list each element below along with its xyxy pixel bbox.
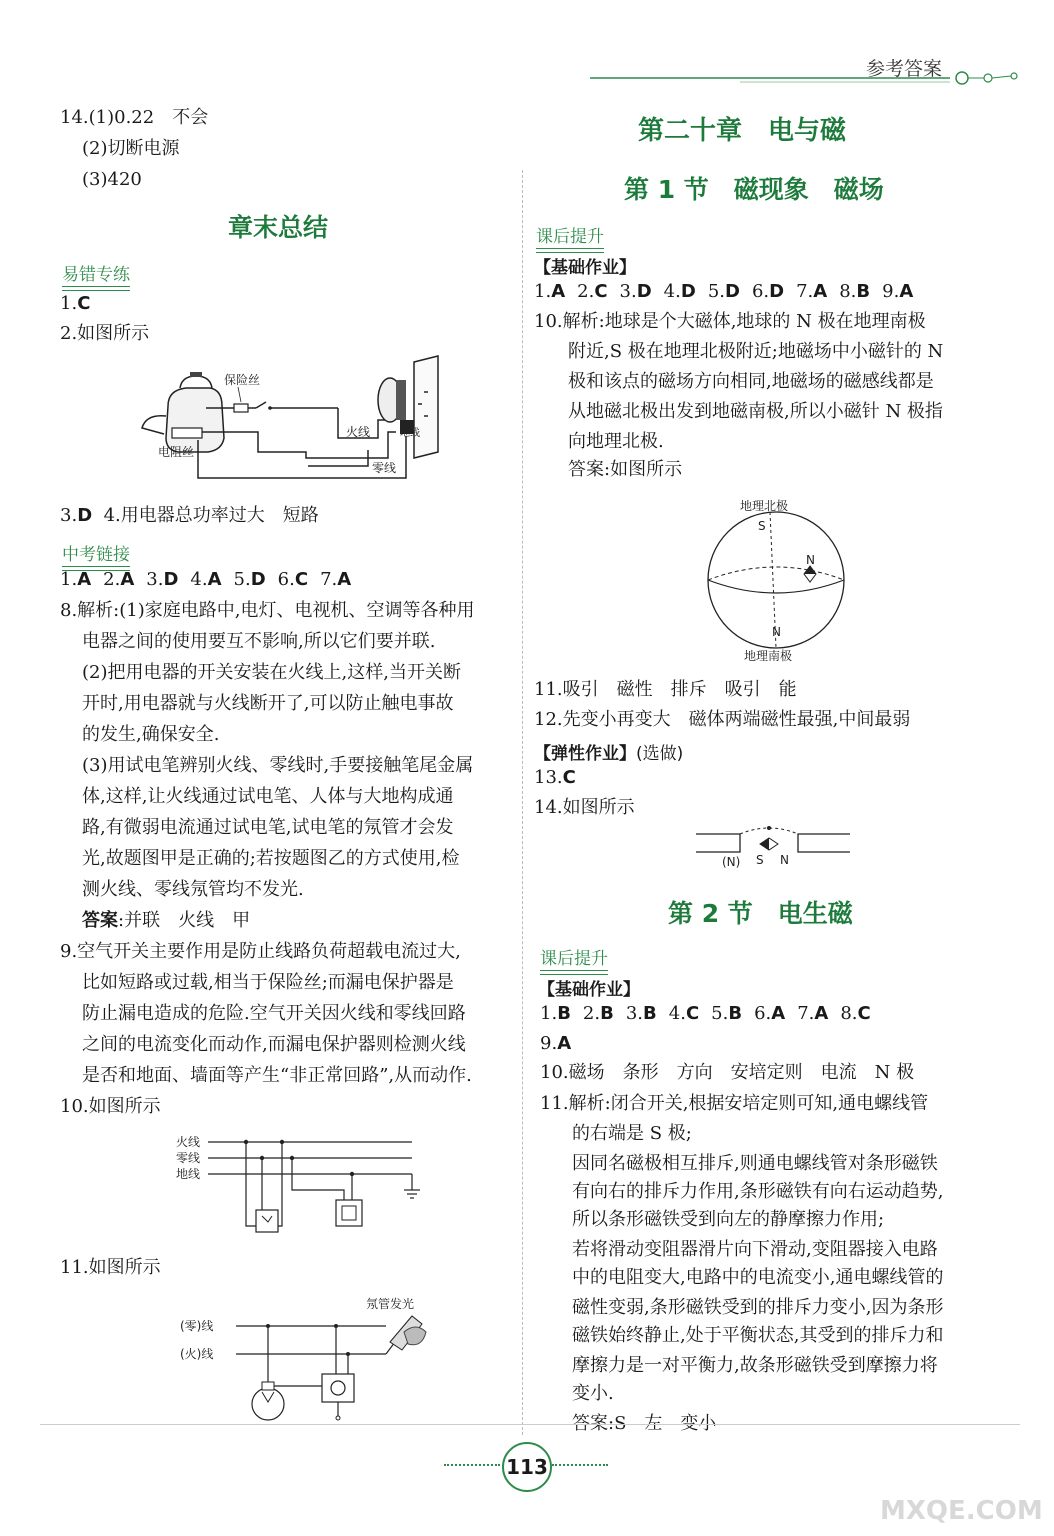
answer-item: 6.A (754, 1003, 786, 1024)
footer-dots-right (552, 1464, 608, 1466)
easy-q1: 1.C (60, 293, 91, 314)
chapter-title: 第二十章 电与磁 (638, 116, 847, 146)
needle-s-label: S (756, 853, 764, 867)
household-wiring-figure (172, 1130, 432, 1240)
answer-item: 4.A (190, 569, 222, 590)
basic-homework-2: 【基础作业】 (538, 980, 640, 1000)
answer-item: 1.A (60, 569, 92, 590)
q8-line10: 测火线、零线氖管均不发光. (82, 879, 304, 900)
fig10-ground-label: 地线 (176, 1167, 201, 1181)
neon-label: 氖管发光 (366, 1297, 415, 1311)
basic-homework-1: 【基础作业】 (534, 258, 636, 278)
answer-item: 6.C (277, 569, 309, 590)
q8-line8: 路,有微弱电流通过试电笔,试电笔的氖管才会发 (82, 817, 454, 838)
left-magnet-icon (696, 834, 740, 852)
q8-line2: 电器之间的使用要互不影响,所以它们要并联. (82, 631, 436, 652)
answer-item: 2.A (103, 569, 135, 590)
watermark: MXQE.COM (880, 1496, 1043, 1526)
fig11-live-label: (火)线 (180, 1347, 214, 1361)
q9-line5: 是否和地面、墙面等产生“非正常回路”,从而动作. (82, 1065, 472, 1086)
switch-box-icon (336, 1200, 362, 1226)
after-class-label-2: 课后提升 (540, 944, 608, 971)
magnetic-n-label: N (772, 625, 781, 639)
answer-item: 7.A (797, 1003, 829, 1024)
live-wire-label: 火线 (346, 425, 371, 439)
q8-line6: (3)用试电笔辨别火线、零线时,手要接触笔尾金属 (82, 755, 474, 776)
magnetic-s-label: S (758, 519, 766, 533)
s2-q11-line7: 中的电阻变大,电路中的电流变小,通电螺线管的 (572, 1267, 944, 1288)
answer-item: 5.B (711, 1003, 743, 1024)
section2-title: 第 2 节 电生磁 (668, 899, 853, 928)
q9-line3: 防止漏电造成的危险.空气开关因火线和零线回路 (82, 1003, 466, 1024)
ground-wire-label: 地线 (400, 428, 420, 439)
s2-q11-line9: 磁铁始终静止,处于平衡状态,其受到的排斥力和 (572, 1325, 944, 1346)
answer-item: 7.A (320, 569, 352, 590)
earth-magnetic-globe-figure (696, 494, 856, 664)
socket-icon (414, 356, 438, 458)
s1-q14: 14.如图所示 (534, 797, 635, 818)
section-exam-links: 中考链接 (62, 540, 130, 567)
q8-line3: (2)把用电器的开关安装在火线上,这样,当开关断 (82, 662, 461, 683)
s2-q9: 9.A (540, 1033, 572, 1054)
left-magnet-label: (N) (722, 855, 741, 868)
s2-q11-line3: 因同名磁极相互排斥,则通电螺线管对条形磁铁 (572, 1153, 938, 1174)
s2-q11-line8: 磁性变弱,条形磁铁受到的排斥力变小,因为条形 (572, 1297, 944, 1318)
q8-line5: 的发生,确保安全. (82, 724, 220, 745)
exam-answers-row (60, 570, 363, 590)
q8-line9: 光,故题图甲是正确的;若按题图乙的方式使用,检 (82, 848, 460, 869)
kettle-icon (166, 388, 224, 452)
s2-q11-answer: 答案:S 左 变小 (572, 1413, 717, 1434)
geographic-south-label: 地理南极 (744, 649, 793, 663)
answer-item: 3.B (625, 1003, 657, 1024)
s1-q10-line3: 极和该点的磁场方向相同,地磁场的磁感线都是 (568, 371, 934, 392)
q9-line2: 比如短路或过载,相当于保险丝;而漏电保护器是 (82, 972, 454, 993)
fig11-neutral-label: (零)线 (180, 1319, 214, 1333)
answer-item: 3.D (619, 281, 652, 302)
s2-q11-line1: 11.解析:闭合开关,根据安培定则可知,通电螺线管 (540, 1093, 929, 1114)
answer-item: 8.C (840, 1003, 871, 1024)
answer-item: 4.D (663, 281, 696, 302)
s2-q11-line4: 有向右的排斥力作用,条形磁铁有向右运动趋势, (572, 1181, 944, 1202)
answer-item: 9.A (882, 281, 914, 302)
column-divider (522, 170, 523, 1435)
s2-q11-line5: 所以条形磁铁受到向左的静摩擦力作用; (572, 1209, 885, 1230)
answer-item: 7.A (796, 281, 828, 302)
test-pen-figure (176, 1292, 436, 1432)
section1-answers-row (534, 282, 925, 302)
kettle-circuit-figure (138, 354, 448, 489)
needle-n-label-2: N (780, 853, 789, 867)
s2-q11-line11: 变小. (572, 1383, 614, 1404)
section2-answers-row (540, 1004, 883, 1024)
q9-line4: 之间的电流变化而动作,而漏电保护器则检测火线 (82, 1034, 466, 1055)
answer-item: 1.B (540, 1003, 571, 1024)
answer-item: 4.C (668, 1003, 700, 1024)
s1-q10-line4: 从地磁北极出发到地磁南极,所以小磁针 N 极指 (568, 401, 943, 422)
fig10-neutral-label: 零线 (176, 1151, 201, 1165)
fig10-live-label: 火线 (176, 1135, 201, 1149)
q8-answer: 答案:并联 火线 甲 (82, 910, 251, 931)
right-magnet-icon (798, 834, 850, 852)
answer-item: 5.D (233, 569, 266, 590)
after-class-label-1: 课后提升 (536, 222, 604, 249)
s1-q10-answer: 答案:如图所示 (568, 459, 683, 480)
neutral-wire-label: 零线 (372, 461, 397, 475)
s2-q11-line6: 若将滑动变阻器滑片向下滑动,变阻器接入电路 (572, 1239, 938, 1260)
page-number: 113 (502, 1442, 552, 1492)
s1-q10-line1: 10.解析:地球是个大磁体,地球的 N 极在地理南极 (534, 311, 926, 332)
answer-item: 2.C (577, 281, 608, 302)
elastic-homework: 【弹性作业】(选做) (534, 744, 684, 764)
header-label: 参考答案 (866, 58, 943, 80)
header-decoration (590, 62, 1030, 92)
s1-q11: 11.吸引 磁性 排斥 吸引 能 (534, 679, 797, 700)
answer-item: 5.D (707, 281, 740, 302)
section1-title: 第 1 节 磁现象 磁场 (624, 175, 884, 204)
socket-box-icon (322, 1374, 354, 1402)
q8-line7: 体,这样,让火线通过试电笔、人体与大地构成通 (82, 786, 454, 807)
easy-q3-q4: 3.D 4.用电器总功率过大 短路 (60, 505, 319, 526)
q11-label: 11.如图所示 (60, 1257, 161, 1278)
bulb-icon (252, 1388, 284, 1420)
s1-q12: 12.先变小再变大 磁体两端磁性最强,中间最弱 (534, 709, 911, 730)
fuse-icon (234, 404, 248, 412)
chapter-summary-title: 章末总结 (228, 213, 329, 242)
q14-line2: (2)切断电源 (82, 138, 180, 159)
needle-n-label: N (806, 553, 815, 567)
easy-q2: 2.如图所示 (60, 323, 150, 344)
s1-q13: 13.C (534, 767, 576, 788)
q14-line1: 14.(1)0.22 不会 (60, 107, 209, 128)
s1-q10-line5: 向地理北极. (568, 431, 664, 452)
answer-item: 8.B (839, 281, 871, 302)
resistor-label: 电阻丝 (158, 445, 195, 459)
s1-q10-line2: 附近,S 极在地理北极附近;地磁场中小磁针的 N (568, 341, 944, 362)
magnets-figure (694, 822, 854, 868)
q9-line1: 9.空气开关主要作用是防止线路负荷超载电流过大, (60, 941, 461, 962)
footer-dots-left (444, 1464, 500, 1466)
answer-item: 3.D (146, 569, 179, 590)
answer-item: 6.D (751, 281, 785, 302)
answer-item: 1.A (534, 281, 566, 302)
answer-item: 2.B (582, 1003, 614, 1024)
fuse-label: 保险丝 (224, 373, 261, 387)
s2-q11-line10: 摩擦力是一对平衡力,故条形磁铁受到摩擦力将 (572, 1355, 938, 1376)
footer-rule (40, 1424, 1020, 1425)
s2-q10: 10.磁场 条形 方向 安培定则 电流 N 极 (540, 1062, 915, 1083)
s2-q11-line2: 的右端是 S 极; (572, 1123, 692, 1144)
q14-line3: (3)420 (82, 169, 142, 190)
q8-line1: 8.解析:(1)家庭电路中,电灯、电视机、空调等各种用 (60, 600, 475, 621)
section-easy-mistakes: 易错专练 (62, 260, 130, 287)
geographic-north-label: 地理北极 (740, 499, 789, 513)
q10-label: 10.如图所示 (60, 1096, 161, 1117)
q8-line4: 开时,用电器就与火线断开了,可以防止触电事故 (82, 693, 454, 714)
